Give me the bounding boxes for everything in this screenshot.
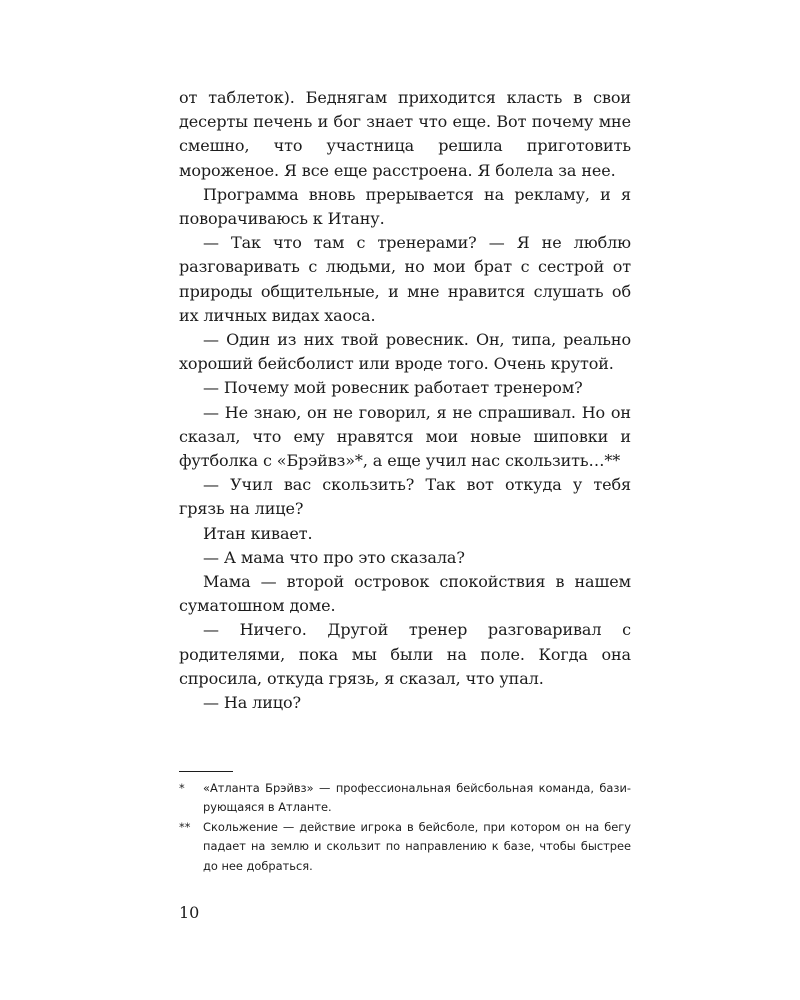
- footnote-2: [179, 818, 631, 876]
- footnotes: [179, 779, 631, 876]
- footnote-2-mark: **: [179, 819, 191, 834]
- paragraph-11: — Ничего. Другой тренер разговаривал с родителями, пока мы были на поле. Когда она спросила, откуда грязь, я сказал, что упал.: [179, 620, 631, 688]
- paragraph-8: Итан кивает.: [203, 523, 313, 543]
- page-number: 10: [179, 903, 200, 922]
- paragraph-10: Мама — второй островок спокойствия в нашем суматошном доме.: [179, 572, 631, 616]
- paragraph-2: Программа вновь прерывается на рекламу, и я поворачиваюсь к Итану.: [179, 184, 631, 229]
- paragraph-9: — А мама что про это сказала?: [203, 547, 465, 567]
- paragraph-1: от таблеток). Беднягам приходится класть в свои десерты печень и бог знает что еще. Вот почему мне смешно, что участница решила приготовить мороженое. Я все еще расстроена. Я болела за нее.: [179, 88, 631, 180]
- paragraph-5: — Почему мой ровесник работает тренером?: [203, 378, 583, 398]
- footnote-2-text: Скольжение — действие игрока в бейсболе, при котором он на бегу падает на землю и скользит по направлению к базе, чтобы быстрее до нее добраться.: [203, 819, 631, 873]
- body-text: [179, 86, 631, 715]
- paragraph-3: — Так что там с тренерами? — Я не люблю разговаривать с людьми, но мои брат с сестрой от природы общительные, и мне нравится слушать об их личных видах хаоса.: [179, 233, 631, 325]
- footnote-1-text: «Атланта Брэйвз» — профессиональная бейсбольная команда, базирующаяся в Атланте.: [203, 781, 631, 815]
- footnote-1-mark: *: [179, 781, 185, 795]
- paragraph-4: — Один из них твой ровесник. Он, типа, реально хороший бейсболист или вроде того. Очень крутой.: [179, 330, 631, 374]
- paragraph-7: — Учил вас скользить? Так вот откуда у тебя грязь на лице?: [179, 475, 631, 519]
- paragraph-12: — На лицо?: [203, 693, 301, 713]
- footnote-1: [179, 779, 631, 818]
- footnote-separator: [179, 771, 233, 772]
- paragraph-6: — Не знаю, он не говорил, я не спрашивал. Но он сказал, что ему нравятся мои новые шиповки и футболка с «Брэйвз»*, а еще учил нас скользить…**: [179, 402, 631, 471]
